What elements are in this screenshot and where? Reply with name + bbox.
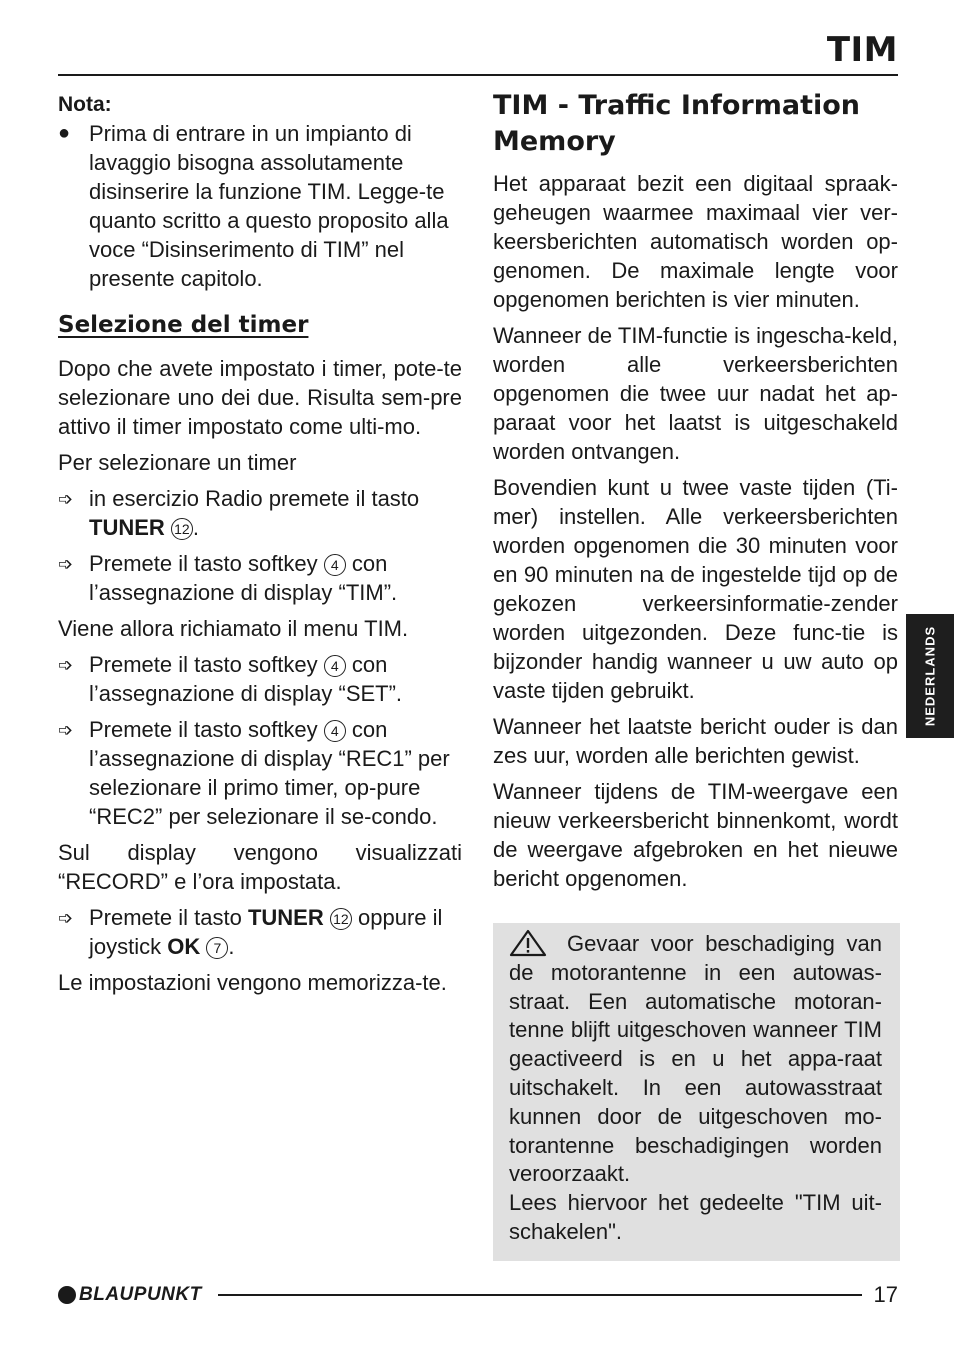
- step-text-end: con l’assegnazione di display “TIM”.: [89, 551, 398, 605]
- note-text: Prima di entrare in un impianto di lavaggio bisogna assolutamente disinserire la funzione TIM. Legge-te quanto scritto a questo proposito alla voce “Disinserimento di TIM” nel presente capitolo.: [89, 121, 449, 291]
- key-name: TUNER: [247, 905, 324, 930]
- key-number-badge: 4: [324, 655, 346, 677]
- paragraph: Wanneer tijdens de TIM-weergave een nieuw verkeersbericht binnenkomt, wordt de weergave afgebroken en het nieuwe bericht opgenomen.: [493, 779, 898, 891]
- paragraph: Bovendien kunt u twee vaste tijden (Ti-mer) instellen. Alle verkeersberichten worden opgenomen die 30 minuten voor en 90 minuten na de ingestelde tijd op de gekozen verkeersinformatie-zender worden uitgezonden. Deze func-tie is bijzonder handig wanneer u uw auto op vaste tijden gebruikt.: [493, 475, 898, 703]
- right-column: [493, 88, 898, 893]
- arrow-right-icon: ➩: [58, 720, 74, 740]
- step-text-end: con l’assegnazione di display “REC1” per selezionare il primo timer, op-pure “REC2” per selezionare il se-condo.: [89, 717, 450, 829]
- note-bullet-item: [58, 119, 462, 293]
- key-number-badge: 4: [324, 554, 346, 576]
- note-title: Nota:: [58, 93, 112, 116]
- arrow-right-icon: ➩: [58, 554, 74, 574]
- step-text-mid: oppure il joystick: [89, 905, 443, 959]
- key-number-badge: 7: [206, 937, 228, 959]
- bullet-icon: ●: [58, 122, 71, 144]
- timer-section-heading: Selezione del timer: [58, 312, 309, 338]
- warning-text: Gevaar voor beschadiging van de motorantenne in een autowas-straat. Een automatische motoran-tenne blijft uitgeschoven wanneer TIM geactiveerd is en u het appa-raat uitschakelt. In een autowasstraat kunnen door de uitgeschoven mo-torantenne beschadigingen worden veroorzaakt.: [509, 931, 882, 1187]
- brand-logo-text: BLAUPUNKT: [79, 1284, 202, 1305]
- key-number-badge: 12: [330, 908, 352, 930]
- step-text-end: con l’assegnazione di display “SET”.: [89, 652, 403, 706]
- paragraph: Het apparaat bezit een digitaal spraak-geheugen waarmee maximaal vier ver-keersberichten automatisch worden op-genomen. De maximale lengte voor opgenomen berichten is vier minuten.: [493, 171, 898, 312]
- step-text: Premete il tasto: [89, 905, 242, 930]
- page-number: 17: [873, 1282, 898, 1307]
- step-item: [58, 549, 462, 607]
- arrow-right-icon: ➩: [58, 908, 74, 928]
- paragraph: Wanneer het laatste bericht ouder is dan zes uur, worden alle berichten gewist.: [493, 714, 898, 768]
- step-item: [58, 715, 462, 831]
- key-number-badge: 4: [324, 720, 346, 742]
- step-item: [58, 903, 462, 961]
- arrow-right-icon: ➩: [58, 655, 74, 675]
- step-text: Premete il tasto softkey: [89, 551, 318, 576]
- brand-logo: [58, 1284, 202, 1306]
- saved-info-line: Le impostazioni vengono memorizza-te.: [58, 970, 447, 995]
- page-header-title: TIM: [826, 30, 898, 70]
- timer-intro-paragraph: Dopo che avete impostato i timer, pote-te selezionare uno dei due. Risulta sem-pre attivo il timer impostato come ulti-mo.: [58, 356, 462, 439]
- key-name: TUNER: [89, 515, 165, 540]
- step-text: in esercizio Radio premete il tasto: [89, 486, 420, 511]
- language-tab-label: NEDERLANDS: [922, 625, 938, 727]
- warning-reference: Lees hiervoor het gedeelte "TIM uit-schakelen".: [509, 1190, 882, 1244]
- header-rule: [58, 74, 898, 76]
- arrow-right-icon: ➩: [58, 489, 74, 509]
- language-side-tab: [906, 614, 954, 738]
- warning-box: [493, 923, 900, 1261]
- left-column: [58, 88, 462, 997]
- step-text: Premete il tasto softkey: [89, 717, 318, 742]
- warning-triangle-icon: [509, 929, 547, 957]
- step-text-end: .: [228, 934, 235, 959]
- step-text-end: .: [192, 515, 200, 540]
- paragraph: Wanneer de TIM-functie is ingescha-keld, worden alle verkeersberichten opgenomen die twee uur nadat het ap-paraat voor het laatst is uitgeschakeld worden ontvangen.: [493, 323, 898, 464]
- key-number-badge: 12: [171, 518, 193, 540]
- step-text: Premete il tasto softkey: [89, 652, 318, 677]
- step-item: [58, 650, 462, 708]
- key-name-ok: OK: [167, 934, 201, 959]
- select-timer-line: Per selezionare un timer: [58, 450, 297, 475]
- logo-dot-icon: [58, 1286, 76, 1304]
- footer-rule: [218, 1294, 862, 1296]
- display-info-line: Sul display vengono visualizzati “RECORD” e l’ora impostata.: [58, 840, 462, 894]
- step-item: [58, 484, 462, 542]
- menu-info-line: Viene allora richiamato il menu TIM.: [58, 616, 409, 641]
- tim-main-heading: TIM - Traffic Information Memory: [493, 90, 861, 157]
